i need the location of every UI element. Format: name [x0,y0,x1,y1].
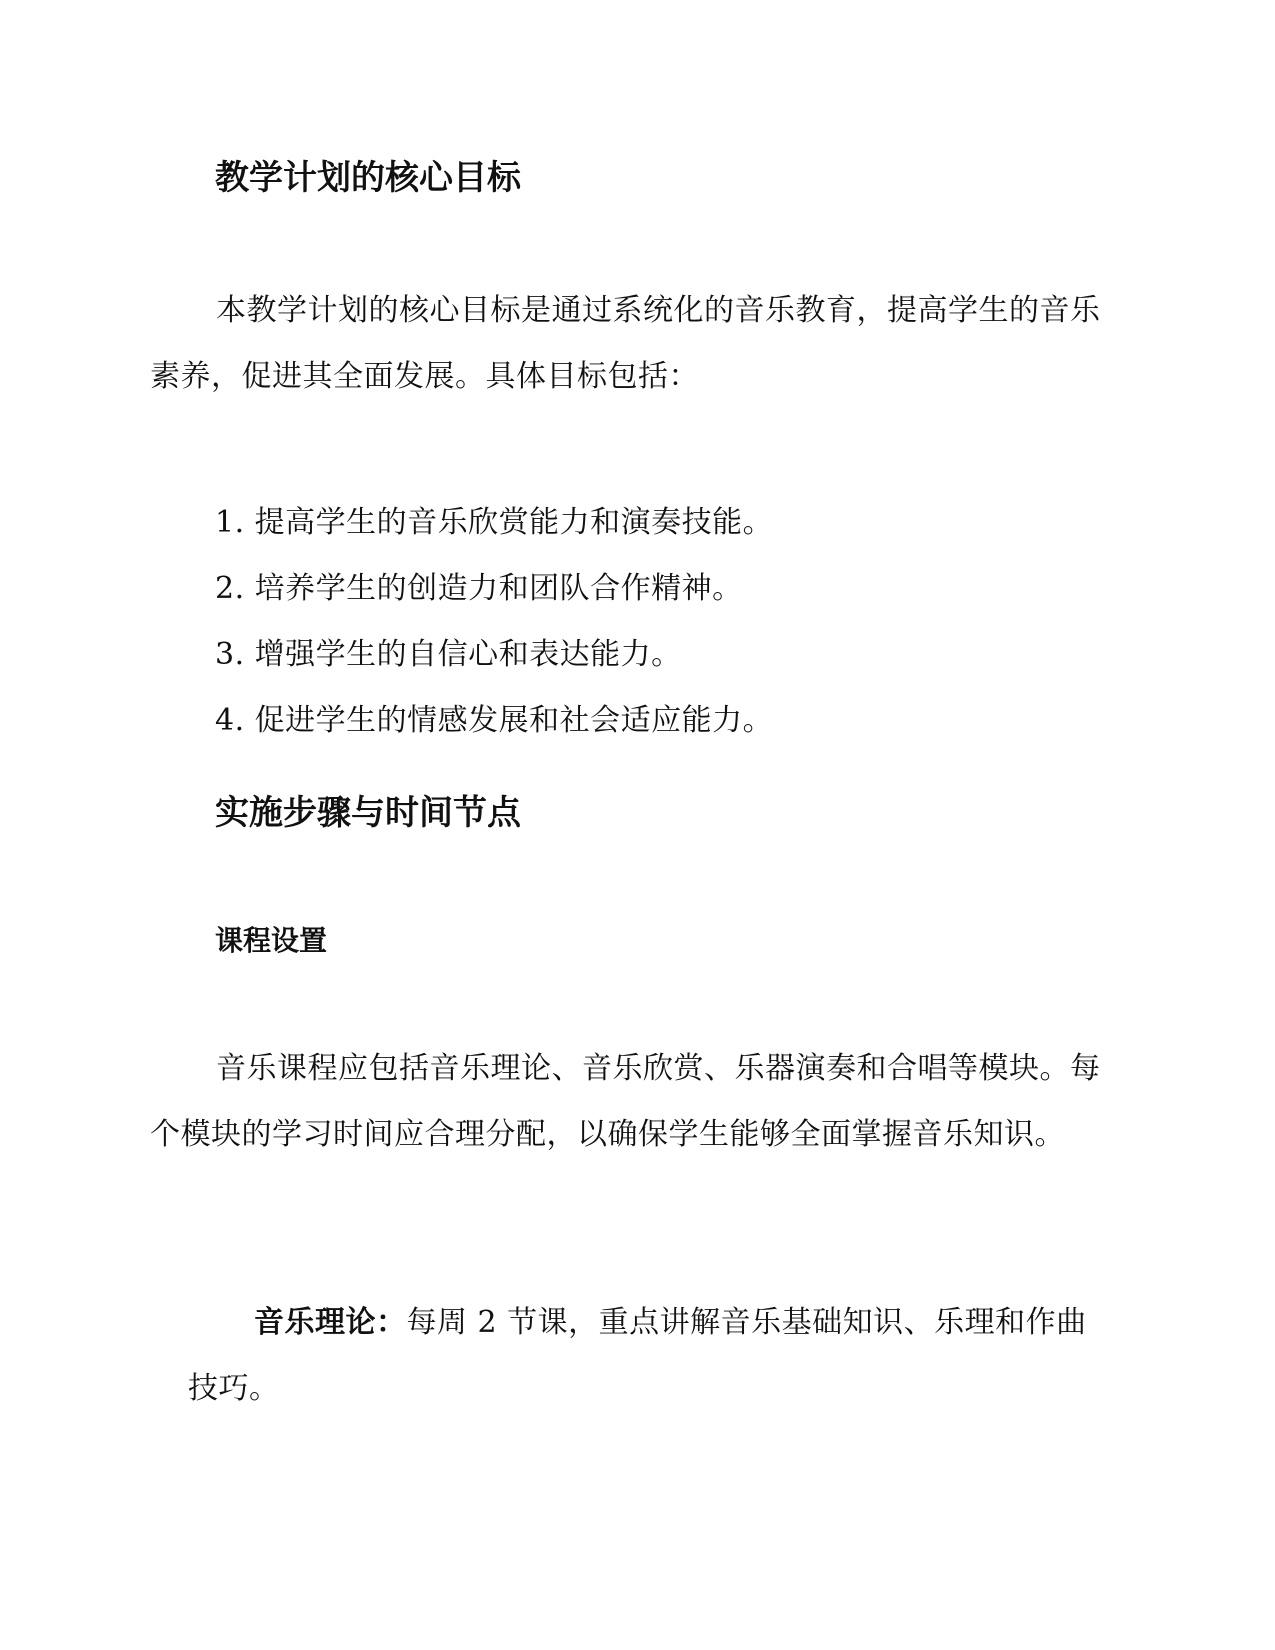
goal-item: 4. 促进学生的情感发展和社会适应能力。 [215,703,774,738]
curriculum-paragraph: 音乐课程应包括音乐理论、音乐欣赏、乐器演奏和合唱等模块。每个模块的学习时间应合理分配，以确保学生能够全面掌握音乐知识。 [150,1051,1101,1152]
module-item-music-theory [188,1290,1113,1422]
section-heading-implementation: 实施步骤与时间节点 [215,793,521,833]
subsection-heading-curriculum: 课程设置 [215,924,328,957]
goals-list [215,490,773,754]
goal-item: 2. 培养学生的创造力和团队合作精神。 [215,571,743,606]
module-description: 每周 2 节课，重点讲解音乐基础知识、乐理和作曲技巧。 [188,1305,1087,1406]
intro-paragraph: 本教学计划的核心目标是通过系统化的音乐教育，提高学生的音乐素养，促进其全面发展。具体目标包括： [150,293,1101,394]
goal-item: 1. 提高学生的音乐欣赏能力和演奏技能。 [215,505,774,540]
goal-item: 3. 增强学生的自信心和表达能力。 [215,637,682,672]
module-term: 音乐理论： [254,1305,407,1340]
section-heading-core-goals: 教学计划的核心目标 [215,158,521,198]
